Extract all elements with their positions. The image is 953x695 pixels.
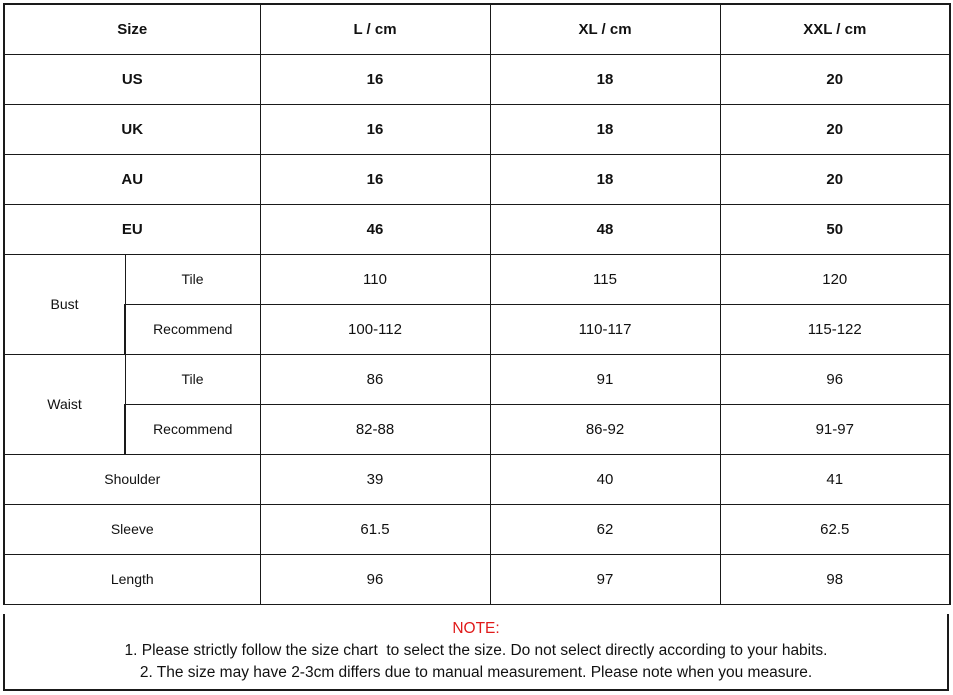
table-row-shoulder [4, 454, 950, 504]
table-row-us [4, 54, 950, 104]
cell-l: 16 [260, 104, 490, 154]
table-row-bust-tile [4, 254, 950, 304]
cell-xxl: 20 [720, 104, 950, 154]
row-label: Sleeve [4, 504, 260, 554]
waist-label: Waist [4, 354, 125, 454]
table-row-au [4, 154, 950, 204]
note-line-2: 2. The size may have 2-3cm differs due to manual measurement. Please note when you measure. [139, 664, 813, 681]
row-label: EU [4, 204, 260, 254]
cell-xl: 97 [490, 554, 720, 604]
cell-l: 61.5 [260, 504, 490, 554]
header-xxl: XXL / cm [720, 4, 950, 54]
row-label: UK [4, 104, 260, 154]
cell-xl: 40 [490, 454, 720, 504]
cell-xxl: 50 [720, 204, 950, 254]
waist-tile-label: Tile [125, 354, 260, 404]
cell-xl: 86-92 [490, 404, 720, 454]
cell-xl: 91 [490, 354, 720, 404]
cell-xxl: 41 [720, 454, 950, 504]
table-row-bust-recommend [4, 304, 950, 354]
row-label: Length [4, 554, 260, 604]
cell-xl: 18 [490, 104, 720, 154]
table-row-sleeve [4, 504, 950, 554]
note-box [3, 614, 949, 691]
cell-xxl: 91-97 [720, 404, 950, 454]
cell-xxl: 120 [720, 254, 950, 304]
size-chart-table [3, 3, 951, 605]
note-line-1: 1. Please strictly follow the size chart to select the size. Do not select directly according to your habits. [124, 642, 828, 659]
cell-xxl: 115-122 [720, 304, 950, 354]
cell-l: 100-112 [260, 304, 490, 354]
header-l: L / cm [260, 4, 490, 54]
cell-l: 39 [260, 454, 490, 504]
table-row-waist-recommend [4, 404, 950, 454]
table-row-eu [4, 204, 950, 254]
cell-l: 110 [260, 254, 490, 304]
cell-xxl: 20 [720, 154, 950, 204]
cell-l: 82-88 [260, 404, 490, 454]
cell-l: 16 [260, 154, 490, 204]
row-label: AU [4, 154, 260, 204]
cell-xl: 110-117 [490, 304, 720, 354]
cell-xl: 48 [490, 204, 720, 254]
cell-xl: 18 [490, 154, 720, 204]
row-label: Shoulder [4, 454, 260, 504]
header-row [4, 4, 950, 54]
table-row-uk [4, 104, 950, 154]
cell-xxl: 98 [720, 554, 950, 604]
bust-recommend-label: Recommend [125, 304, 260, 354]
header-xl: XL / cm [490, 4, 720, 54]
table-row-length [4, 554, 950, 604]
header-size: Size [4, 4, 260, 54]
cell-xl: 18 [490, 54, 720, 104]
table-row-waist-tile [4, 354, 950, 404]
cell-l: 86 [260, 354, 490, 404]
cell-l: 16 [260, 54, 490, 104]
bust-label: Bust [4, 254, 125, 354]
cell-xxl: 62.5 [720, 504, 950, 554]
cell-xxl: 20 [720, 54, 950, 104]
bust-tile-label: Tile [125, 254, 260, 304]
cell-xl: 62 [490, 504, 720, 554]
note-title: NOTE: [452, 620, 500, 637]
waist-recommend-label: Recommend [125, 404, 260, 454]
cell-l: 46 [260, 204, 490, 254]
cell-xl: 115 [490, 254, 720, 304]
row-label: US [4, 54, 260, 104]
cell-xxl: 96 [720, 354, 950, 404]
cell-l: 96 [260, 554, 490, 604]
